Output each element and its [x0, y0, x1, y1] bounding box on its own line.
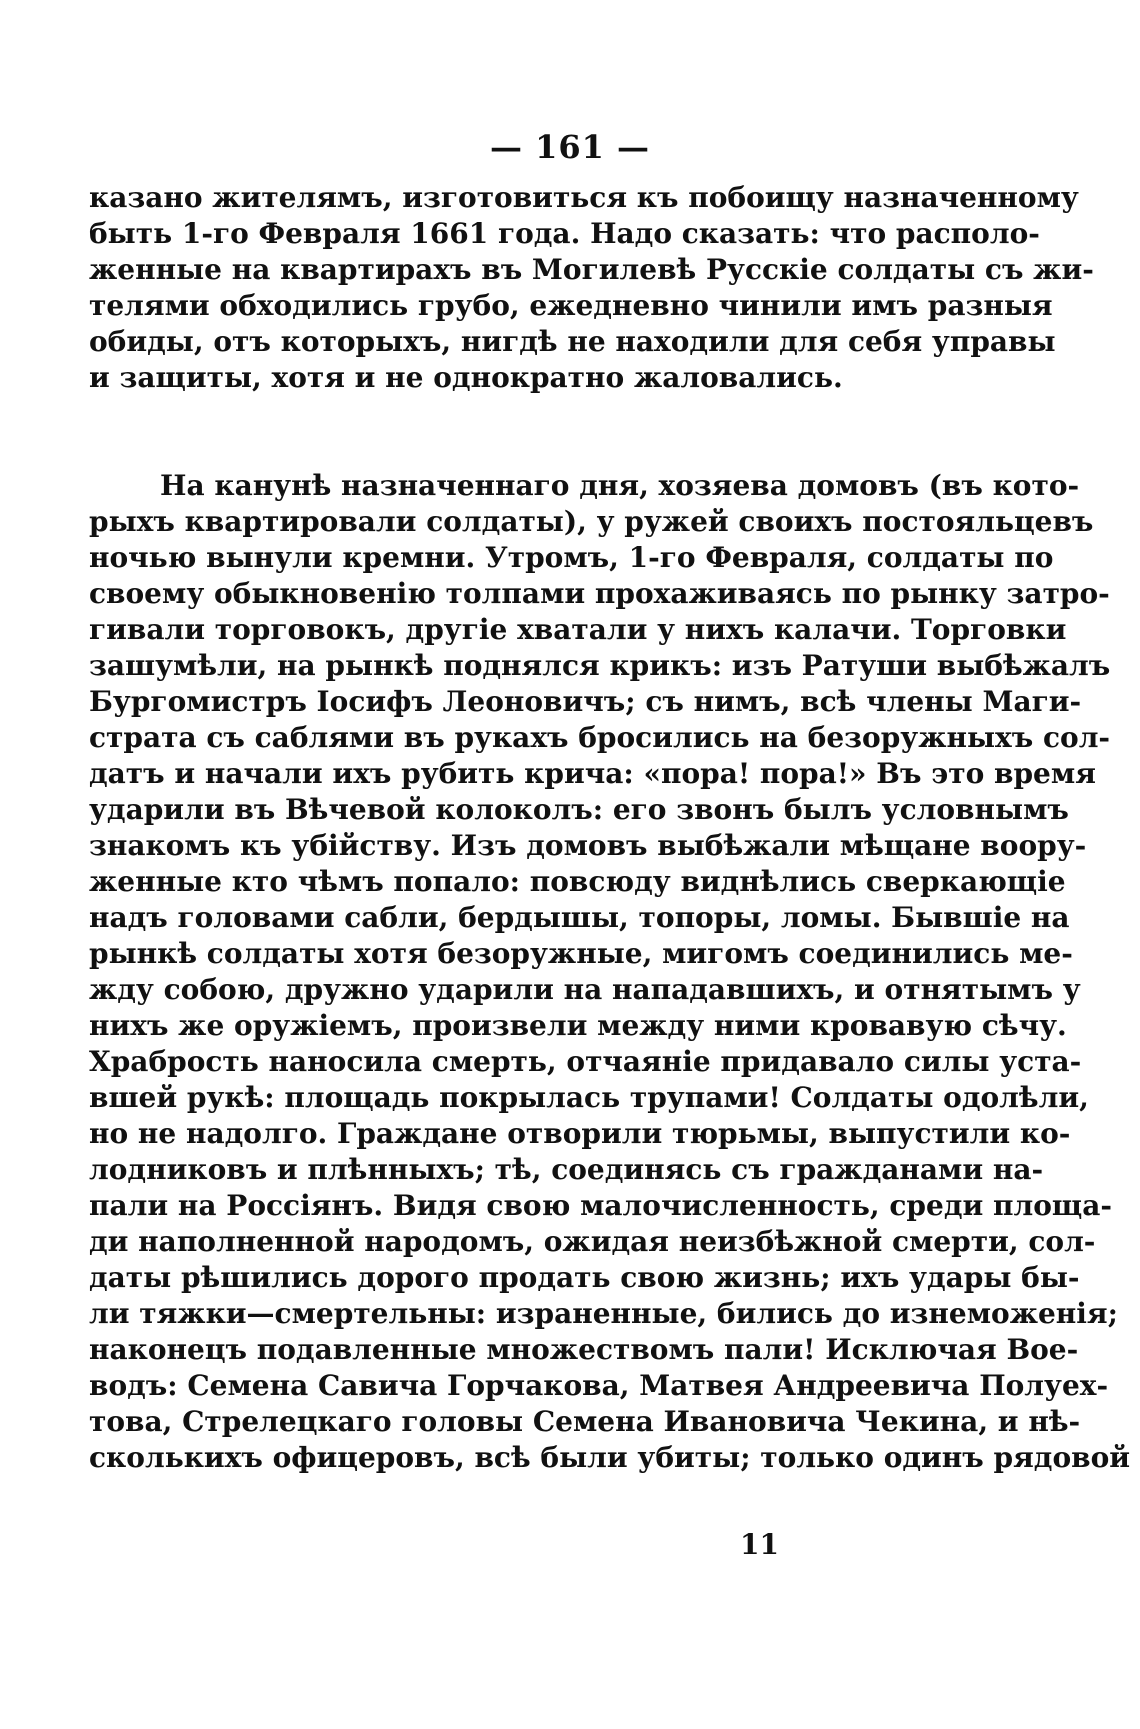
paragraph-2-line-12: женные кто чѣмъ попало: повсюду виднѣлись сверкающіе [89, 865, 1066, 898]
paragraph-2-line-11: знакомъ къ убійству. Изъ домовъ выбѣжали мѣщане воору- [89, 829, 1087, 862]
paragraph-2-line-10: ударили въ Вѣчевой колоколъ: его звонъ былъ условнымъ [89, 793, 1069, 826]
paragraph-2-line-22: ди наполненной народомъ, ожидая неизбѣжной смерти, сол- [89, 1225, 1096, 1258]
paragraph-2-line-2: рыхъ квартировали солдаты), у ружей своихъ постояльцевъ [89, 505, 1094, 538]
paragraph-1-line-5: обиды, отъ которыхъ, нигдѣ не находили для себя управы [89, 325, 1056, 358]
paragraph-2-line-23: даты рѣшились дорого продать свою жизнь; ихъ удары бы- [89, 1261, 1080, 1294]
paragraph-2-line-15: жду собою, дружно ударили на нападавшихъ, и отнятымъ у [89, 973, 1081, 1006]
paragraph-2-line-7: Бургомистръ Іосифъ Леоновичъ; съ нимъ, всѣ члены Маги- [89, 685, 1082, 718]
paragraph-2-line-5: гивали торговокъ, другіе хватали у нихъ калачи. Торговки [89, 613, 1067, 646]
paragraph-2-line-24: ли тяжки—смертельны: израненные, бились до изнеможенія; [89, 1297, 1118, 1330]
paragraph-2-line-18: вшей рукѣ: площадь покрылась трупами! Солдаты одолѣли, [89, 1081, 1089, 1114]
paragraph-2-line-19: но не надолго. Граждане отворили тюрьмы, выпустили ко- [89, 1117, 1071, 1150]
paragraph-2-line-6: зашумѣли, на рынкѣ поднялся крикъ: изъ Ратуши выбѣжалъ [89, 649, 1111, 682]
paragraph-2-line-16: нихъ же оружіемъ, произвели между ними кровавую сѣчу. [89, 1009, 1067, 1042]
paragraph-1-line-2: быть 1-го Февраля 1661 года. Надо сказать: что располо- [89, 217, 1040, 250]
paragraph-2-line-20: лодниковъ и плѣнныхъ; тѣ, соединясь съ гражданами на- [89, 1153, 1044, 1186]
signature-mark: 11 [740, 1528, 779, 1561]
paragraph-2-line-21: пали на Россіянъ. Видя свою малочисленность, среди площа- [89, 1189, 1112, 1222]
paragraph-1-line-1: казано жителямъ, изготовиться къ побоищу назначенному [89, 181, 1079, 214]
paragraph-2-line-13: надъ головами сабли, бердышы, топоры, ломы. Бывшіе на [89, 901, 1070, 934]
paragraph-2-line-1: На канунѣ назначеннаго дня, хозяева домовъ (въ кото- [160, 469, 1080, 502]
paragraph-2-line-8: страта съ саблями въ рукахъ бросились на безоружныхъ сол- [89, 721, 1111, 754]
paragraph-2-line-17: Храбрость наносила смерть, отчаяніе придавало силы уста- [89, 1045, 1082, 1078]
paragraph-2-line-25: наконецъ подавленные множествомъ пали! Исключая Вое- [89, 1333, 1079, 1366]
paragraph-2-line-4: своему обыкновенію толпами прохаживаясь по рынку затро- [89, 577, 1110, 610]
paragraph-1-line-6: и защиты, хотя и не однократно жаловались. [89, 361, 843, 394]
paragraph-2-line-14: рынкѣ солдаты хотя безоружные, мигомъ соединились ме- [89, 937, 1073, 970]
paragraph-2-line-26: водъ: Семена Савича Горчакова, Матвея Андреевича Полуех- [89, 1369, 1109, 1402]
page-number: — 161 — [489, 128, 651, 166]
paragraph-2-line-9: датъ и начали ихъ рубить крича: «пора! пора!» Въ это время [89, 757, 1096, 790]
paragraph-1-line-3: женные на квартирахъ въ Могилевѣ Русскіе солдаты съ жи- [89, 253, 1094, 286]
paragraph-1-line-4: телями обходились грубо, ежедневно чинили имъ разныя [89, 289, 1053, 322]
paragraph-2-line-28: сколькихъ офицеровъ, всѣ были убиты; только одинъ рядовой [89, 1441, 1131, 1474]
paragraph-2-line-3: ночью вынули кремни. Утромъ, 1-го Февраля, солдаты по [89, 541, 1054, 574]
paragraph-2-line-27: това, Стрелецкаго головы Семена Ивановича Чекина, и нѣ- [89, 1405, 1081, 1438]
